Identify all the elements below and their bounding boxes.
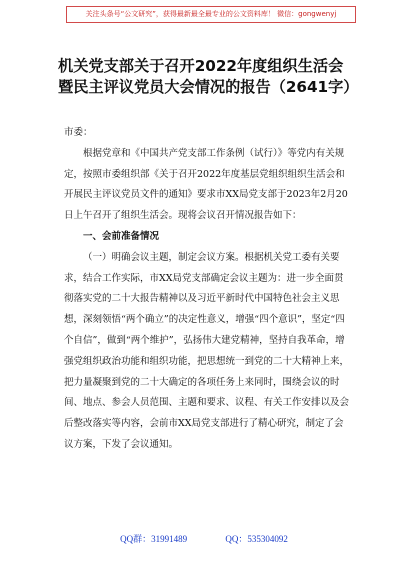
- document-body: [64, 123, 352, 456]
- section-paragraph: （一）明确会议主题，制定会议方案。根据机关党工委有关要求，结合工作实际，市XX局党支部确定会议主题为：进一步全面贯彻落实党的二十大报告精神以及习近平新时代中国特色社会主义思想，深刻领悟“两个确立”的决定性意义，增强“四个意识”，坚定“四个自信”，做到“两个维护”，弘扬伟大建党精神，坚持自我革命，增强党组织政治功能和组织功能，把思想统一到党的二十大精神上来，把力量凝聚到党的二十大确定的各项任务上来同时，围绕会议的时间、地点、参会人员范围、主题和要求、议程、有关工作安排以及会后整改落实等内容，会前市XX局党支部进行了精心研究，制定了会议方案，下发了会议通知。: [64, 251, 350, 450]
- footer-qq-group: QQ群：31991489: [120, 534, 188, 544]
- section-heading: 一、会前准备情况: [83, 230, 160, 242]
- top-banner: 关注头条号“公文研究”，获得最新最全最专业的公文资料库！ 微信：gongwenyj: [66, 6, 356, 23]
- footer: [0, 532, 408, 545]
- document-title: 机关党支部关于召开2022年度组织生活会暨民主评议党员大会情况的报告（2641字）: [58, 57, 359, 96]
- salutation: 市委：: [64, 127, 93, 138]
- footer-qq: QQ：535304092: [225, 534, 288, 544]
- intro-paragraph: 根据党章和《中国共产党支部工作条例（试行）》等党内有关规定，按照市委组织部《关于召开2022年度基层党组织组织生活会和开展民主评议党员文件的通知》要求市XX局党支部于2023年2月20日上午召开了组织生活会。现将会议召开情况报告如下：: [64, 147, 348, 222]
